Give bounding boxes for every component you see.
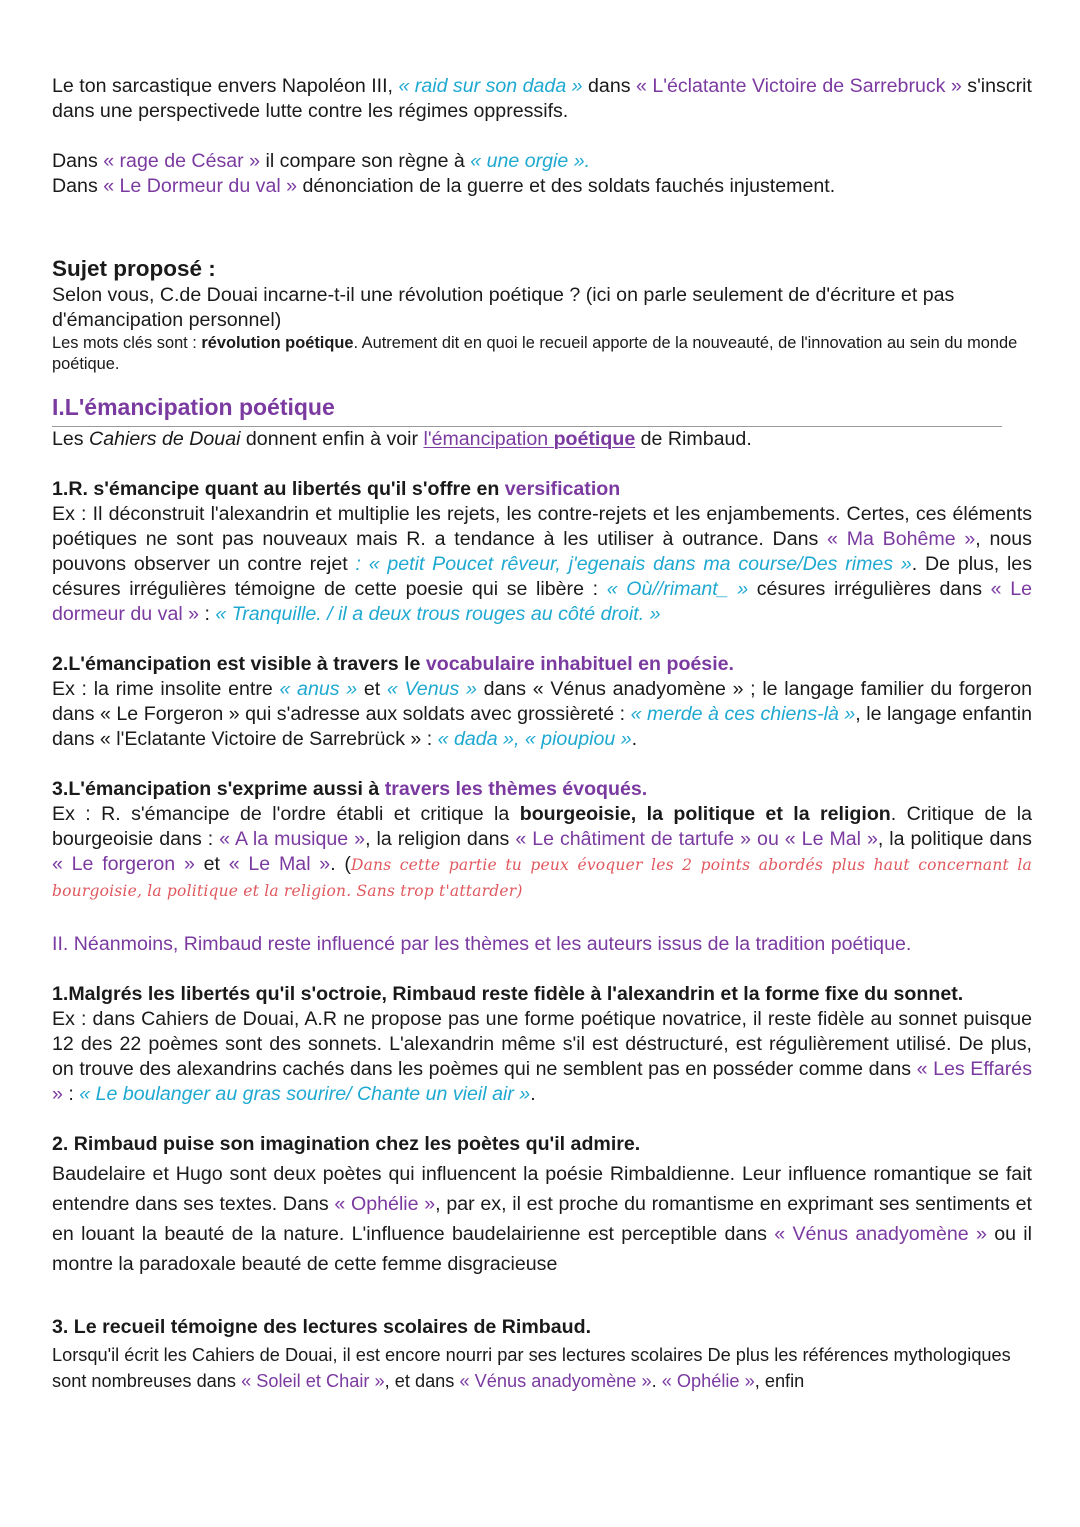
document-page — [52, 74, 1032, 1394]
highlight: versification — [504, 478, 621, 500]
work-title: « L'éclatante Victoire de Sarrebruck » — [635, 75, 962, 97]
text: Ex : Il déconstruit l'alexandrin et multiplie les rejets, les contre-rejets et les enjambements. Certes, ces éléments poétiques ne sont pas nouveaux mais R. a tendance à les utiliser à outrance. Dans — [52, 503, 1032, 550]
text: et — [194, 853, 229, 875]
part1-section3-title — [52, 777, 1032, 802]
quote: « raid sur son dada » — [398, 75, 583, 97]
keyword: bourgeoisie, la politique et la religion — [519, 803, 891, 825]
handwritten-note: Dans cette partie tu peux évoquer les 2 points abordés plus haut concernant la bourgoisie, la politique et la religion. Sans trop t'attarder) — [52, 856, 1032, 900]
part2-section3-body — [52, 1342, 1032, 1394]
text: . — [530, 1083, 536, 1105]
text: Dans — [52, 150, 104, 172]
text: et — [357, 678, 387, 700]
text: 1.R. s'émancipe quant au libertés qu'il s'offre en — [52, 478, 505, 500]
text: Baudelaire et Hugo sont deux poètes qui influencent la poésie Rimbaldienne. Leur influence romantique se fait entendre dans ses textes. Dans — [52, 1163, 1032, 1215]
work-title: « Le forgeron » — [52, 853, 195, 875]
keyword: révolution poétique — [201, 334, 354, 352]
text: , et dans — [384, 1371, 460, 1391]
text: Ex : la rime insolite entre — [52, 678, 280, 700]
text: il compare son règne à — [260, 150, 471, 172]
text: dans « Vénus anadyomène » ; le langage familier du forgeron dans « Le Forgeron » qui s'adresse aux soldats avec grossièreté : — [52, 678, 1032, 725]
part2-heading: II. Néanmoins, Rimbaud reste influencé par les thèmes et les auteurs issus de la tradition poétique. — [52, 933, 912, 955]
text: s'inscrit dans une perspectivede lutte contre les régimes oppressifs. — [52, 75, 1032, 122]
part1-section2-body — [52, 677, 1032, 752]
quote: « une orgie ». — [470, 150, 591, 172]
quote: « Le boulanger au gras sourire/ Chante un vieil air » — [79, 1083, 531, 1105]
quote: « Tranquille. / il a deux trous rouges au côté droit. » — [215, 603, 661, 625]
work-title: « Le châtiment de tartufe » ou « Le Mal » — [515, 828, 878, 850]
part1-section3-body — [52, 802, 1032, 904]
intro-paragraph-2 — [52, 149, 1032, 174]
text: . — [651, 1371, 662, 1391]
text: , le langage enfantin dans « l'Eclatante Victoire de Sarrebrück » : — [52, 703, 1032, 750]
work-title: « Le Dormeur du val » — [103, 175, 298, 197]
part1-intro — [52, 427, 1032, 452]
work-title: « Le Mal » — [228, 853, 331, 875]
text: Les — [52, 428, 90, 450]
quote: « Venus » — [386, 678, 477, 700]
part1-section2-title — [52, 652, 1032, 677]
text: dénonciation de la guerre et des soldats fauchés injustement. — [297, 175, 836, 197]
text: , la religion dans — [365, 828, 516, 850]
text: 3.L'émancipation s'exprime aussi à — [52, 778, 385, 800]
part1-section1-body — [52, 502, 1032, 627]
text: . De plus, les césures irrégulières témoigne de cette poesie qui se libère : — [52, 553, 1033, 600]
part2-section1-body — [52, 1007, 1032, 1107]
text: , la politique dans — [877, 828, 1032, 850]
text: , nous pouvons observer un contre rejet — [52, 528, 1032, 575]
text: . Critique de la bourgeoisie dans : — [52, 803, 1033, 850]
intro-paragraph-3 — [52, 174, 1032, 199]
text: . ( — [330, 853, 351, 875]
quote: : « petit Poucet rêveur, j'egenais dans ma course/Des rimes » — [355, 553, 912, 575]
part2-section2-title: 2. Rimbaud puise son imagination chez les poètes qu'il admire. — [52, 1133, 641, 1155]
text: Les mots clés sont : — [52, 334, 202, 352]
text: , enfin — [754, 1371, 805, 1391]
part2-section3-title: 3. Le recueil témoigne des lectures scolaires de Rimbaud. — [52, 1316, 592, 1338]
quote: « anus » — [279, 678, 358, 700]
text: . — [631, 728, 638, 750]
highlight: travers les thèmes évoqués. — [384, 778, 648, 800]
text: ou il montre la paradoxale beauté de cette femme disgracieuse — [52, 1223, 1033, 1275]
emancipation-link[interactable]: l'émancipation — [423, 428, 549, 450]
quote: « dada », « pioupiou » — [437, 728, 632, 750]
text: de Rimbaud. — [635, 428, 752, 450]
text: Ex : dans Cahiers de Douai, A.R ne propose pas une forme poétique novatrice, il reste fidèle au sonnet puisque 12 des 22 poèmes sont des sonnets. L'alexandrin même s'il est déstructuré, est régulièrement utilisé. De plus, on trouve des alexandrins cachés dans les poèmes qui ne semblent pas en posséder comme dans — [52, 1008, 1032, 1080]
quote: « merde à ces chiens-là » — [630, 703, 856, 725]
sujet-heading: Sujet proposé : — [52, 256, 216, 281]
part1-section1-title — [52, 477, 1032, 502]
text: Ex : R. s'émancipe de l'ordre établi et critique la — [52, 803, 520, 825]
work-title: « Les Effarés » — [52, 1058, 1032, 1105]
text: Le ton sarcastique envers Napoléon III, — [52, 75, 399, 97]
text: césures irrégulières dans — [756, 578, 991, 600]
text: . Autrement dit en quoi le recueil apporte de la nouveauté, de l'innovation au sein du monde poétique. — [52, 334, 1018, 373]
text: donnent enfin à voir — [240, 428, 424, 450]
work-title: « A la musique » — [219, 828, 366, 850]
work-title: « Vénus anadyomène » — [459, 1371, 652, 1391]
sujet-question: Selon vous, C.de Douai incarne-t-il une révolution poétique ? (ici on parle seulement de d'écriture et pas d'émancipation personnel) — [52, 284, 955, 331]
text: : — [62, 1083, 80, 1105]
text: , par ex, il est proche du romantisme en exprimant ses sentiments et en louant la beauté de la nature. L'influence baudelairienne est perceptible dans — [52, 1193, 1033, 1245]
intro-paragraph-1 — [52, 74, 1032, 124]
work-title: « Ophélie » — [661, 1371, 755, 1391]
work-title: « Le dormeur du val » — [52, 578, 1032, 625]
text: : — [199, 603, 216, 625]
text: Dans — [52, 175, 104, 197]
work-title: « Ma Bohême » — [827, 528, 976, 550]
quote: « Où//rimant_ » — [606, 578, 749, 600]
text: 2.L'émancipation est visible à travers le — [52, 653, 426, 675]
highlight: vocabulaire inhabituel en poésie. — [425, 653, 734, 675]
text: dans — [582, 75, 636, 97]
part2-section2-body — [52, 1159, 1032, 1279]
work-title: « rage de César » — [103, 150, 261, 172]
work-title: « Vénus anadyomène » — [774, 1223, 987, 1245]
work-title: « Ophélie » — [334, 1193, 436, 1215]
book-title: Cahiers de Douai — [89, 428, 241, 450]
work-title: « Soleil et Chair » — [241, 1371, 385, 1391]
text: Lorsqu'il écrit les Cahiers de Douai, il est encore nourri par ses lectures scolaires De plus les références mythologiques sont nombreuses dans — [52, 1345, 1011, 1391]
poetique-link[interactable]: poétique — [553, 428, 636, 450]
sujet-keywords — [52, 333, 1032, 375]
part2-section1-title: 1.Malgrés les libertés qu'il s'octroie, Rimbaud reste fidèle à l'alexandrin et la forme fixe du sonnet. — [52, 983, 964, 1005]
part1-heading: I.L'émancipation poétique — [52, 394, 335, 420]
